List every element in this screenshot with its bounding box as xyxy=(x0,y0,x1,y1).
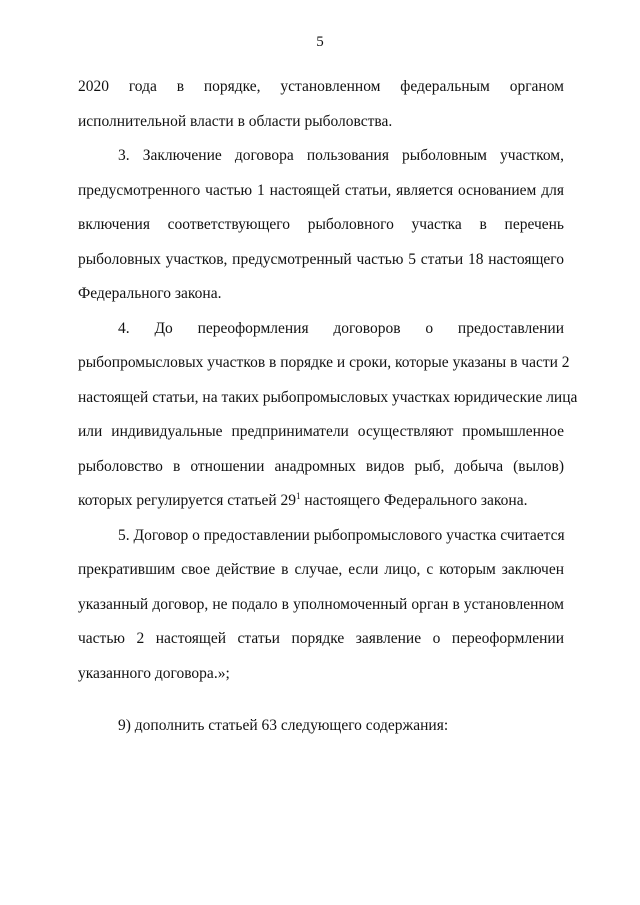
paragraph-4 xyxy=(78,519,564,692)
paragraph-3 xyxy=(78,312,578,519)
text-line: указанного договора.»; xyxy=(78,664,230,682)
text-line: Федерального закона. xyxy=(78,285,222,302)
document-body xyxy=(78,70,578,744)
text-line: 3. Заключение договора пользования рыболовным участком, xyxy=(118,147,564,164)
text-line: настоящей статьи, на таких рыбопромысловых участках юридические лица xyxy=(78,388,578,406)
text-line: предусмотренного частью 1 настоящей статьи, является основанием для xyxy=(78,181,564,199)
text-line: 4. До переоформления договоров о предоставлении xyxy=(118,319,564,337)
text-fragment: которых регулируется статьей 29 xyxy=(78,492,297,509)
text-line: или индивидуальные предприниматели осуществляют промышленное xyxy=(78,423,564,440)
page-number: 5 xyxy=(316,34,324,50)
paragraph-2 xyxy=(78,139,564,312)
paragraph-1 xyxy=(78,70,564,139)
text-line: 2020 года в порядке, установленном федеральным органом xyxy=(78,78,564,95)
text-line: частью 2 настоящей статьи порядке заявление о переоформлении xyxy=(78,630,564,647)
text-line: 9) дополнить статьей 63 следующего содержания: xyxy=(118,717,449,734)
text-line: 5. Договор о предоставлении рыбопромыслового участка считается xyxy=(118,526,565,544)
text-line xyxy=(78,484,564,519)
text-line: рыбопромысловых участков в порядке и сроки, которые указаны в части 2 xyxy=(78,354,570,371)
superscript: 1 xyxy=(296,491,301,501)
text-fragment: настоящего Федерального закона. xyxy=(300,492,528,509)
text-line: исполнительной власти в области рыболовства. xyxy=(78,112,393,130)
text-line: рыболовных участков, предусмотренный частью 5 статьи 18 настоящего xyxy=(78,250,564,268)
text-line: рыболовство в отношении анадромных видов рыб, добыча (вылов) xyxy=(78,457,564,475)
text-line: указанный договор, не подало в уполномоченный орган в установленном xyxy=(78,595,564,613)
text-line: прекратившим свое действие в случае, если лицо, с которым заключен xyxy=(78,561,564,578)
paragraph-5 xyxy=(78,709,564,744)
text-line: включения соответствующего рыболовного участка в перечень xyxy=(78,216,564,233)
